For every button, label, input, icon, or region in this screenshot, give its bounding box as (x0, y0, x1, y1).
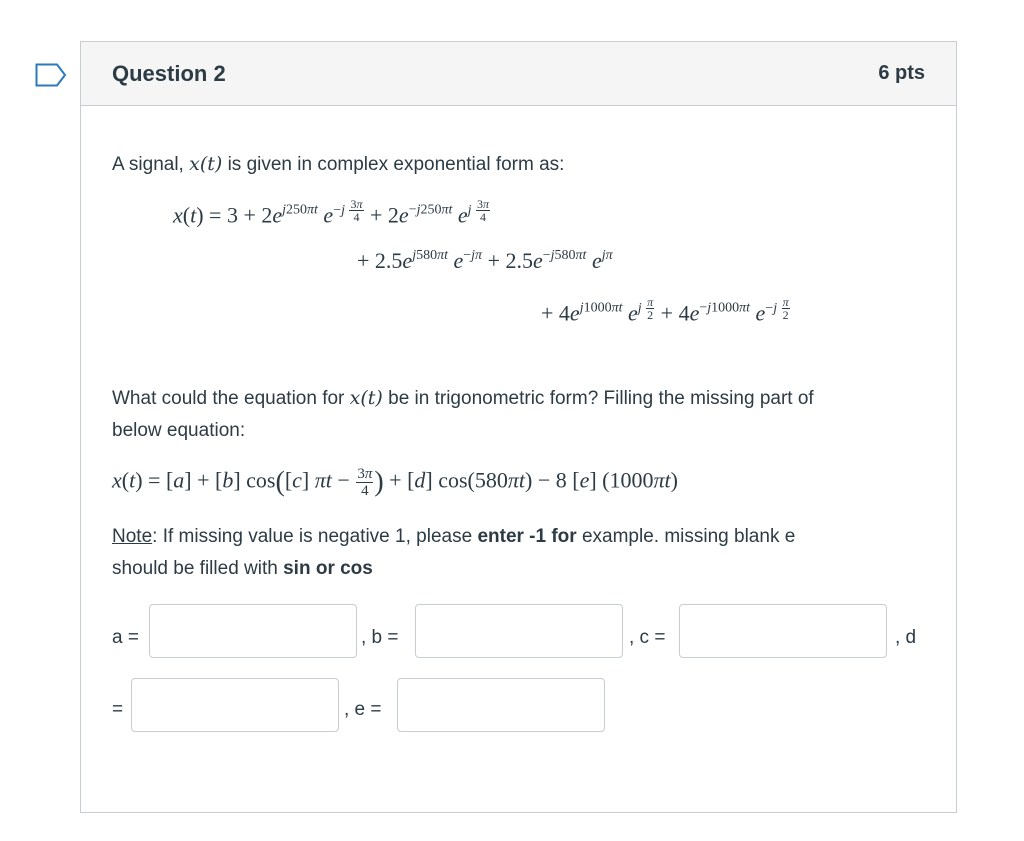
label-c: , c = (629, 627, 666, 648)
label-d-part1: , d (895, 627, 917, 648)
answer-a-input[interactable] (149, 604, 357, 658)
label-a: a = (112, 627, 139, 648)
note-text: Note: If missing value is negative 1, please enter -1 for example. missing blank e should be filled with sin or cos (112, 526, 796, 579)
question-card (80, 41, 957, 813)
trig-equation: x(t) = [a] + [b] cos([c] πt − $\frac{3\pi}{4}$ ) + [d] cos(580πt) − 8 [e] (1000πt) (112, 466, 678, 499)
prompt-text: What could the equation for x(t) be in trigonometric form? Filling the missing part of below equation: (112, 387, 814, 441)
label-e: , e = (344, 699, 382, 720)
answer-e-input[interactable] (397, 678, 605, 732)
note-label: Note (112, 526, 153, 547)
answer-d-input[interactable] (131, 678, 339, 732)
question-points: 6 pts (878, 62, 925, 84)
complex-equation-line-3: + $4e^{j1000\pi t}$ $e^{j \frac{\pi}{2}}$ + $4e^{-j1000\pi t}$ $e^{-j \frac{\pi}{2}}$ (541, 295, 789, 326)
complex-equation-line-1: $x(t) = 3 + 2e^{j250\pi t}$ $e^{-j \frac{3\pi}{4}}$ + $2e^{-j250\pi t}$ $e^{j \frac{3\pi}{4}}$ (173, 197, 490, 228)
complex-equation-line-2: + $2.5e^{j580\pi t}$ $e^{-j\pi} + 2.5e^{-j580\pi t}$ $e^{j\pi}$ (357, 248, 613, 273)
answer-c-input[interactable] (679, 604, 887, 658)
answer-b-input[interactable] (415, 604, 623, 658)
question-header (81, 42, 956, 106)
question-title: Question 2 (112, 60, 226, 86)
intro-text: A signal, x(t) is given in complex exponential form as: (112, 153, 565, 175)
label-b: , b = (361, 627, 399, 648)
flag-question-icon[interactable] (35, 63, 67, 87)
label-d-part2: = (112, 699, 124, 720)
